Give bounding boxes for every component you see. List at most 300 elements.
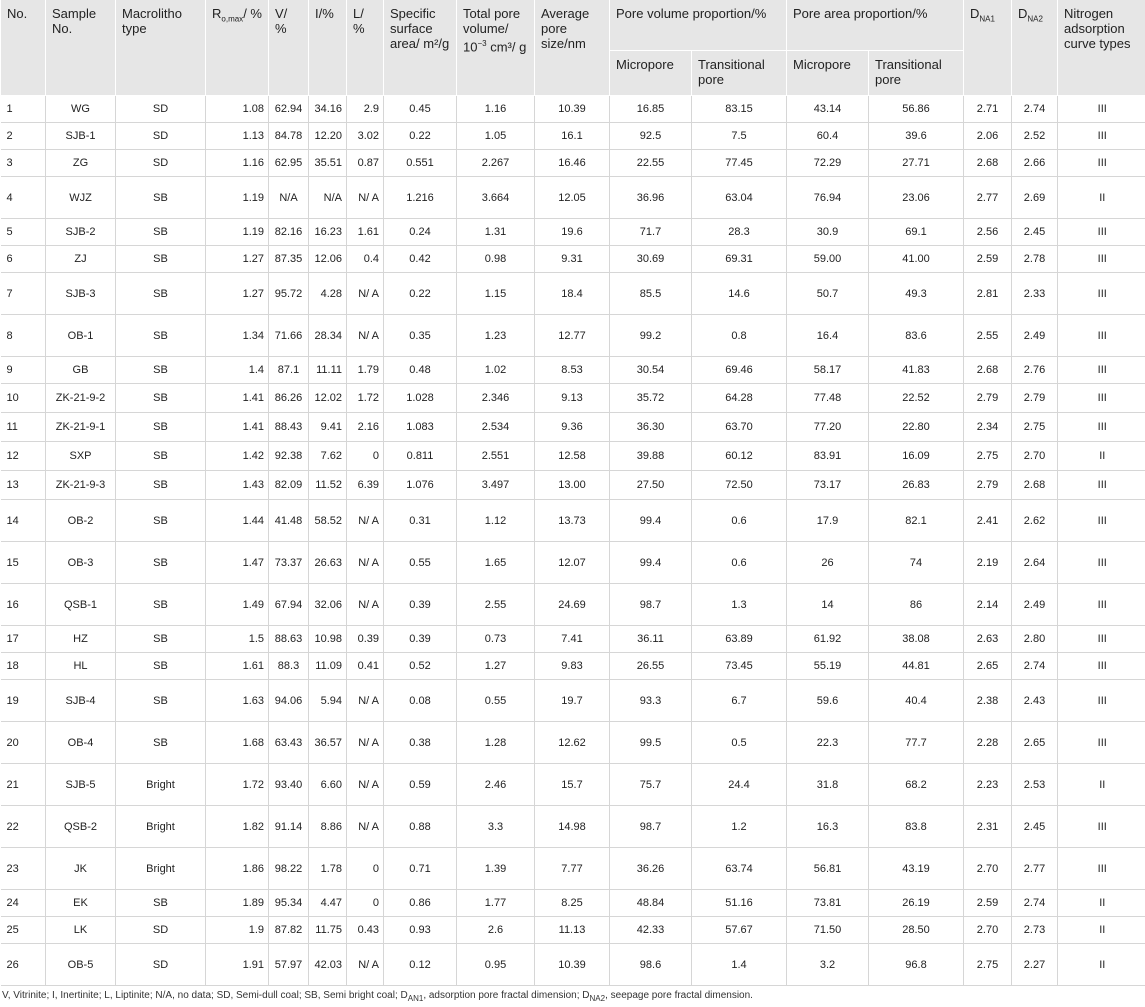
cell-specific-surface-area: 0.42	[384, 246, 457, 273]
cell-ro-max: 1.68	[206, 722, 269, 764]
cell-inertinite: 26.63	[309, 542, 347, 584]
cell-specific-surface-area: 0.811	[384, 442, 457, 471]
cell-pa-micropore: 16.3	[787, 806, 869, 848]
cell-ro-max: 1.19	[206, 219, 269, 246]
cell-specific-surface-area: 0.31	[384, 500, 457, 542]
cell-curve-type: III	[1058, 357, 1145, 384]
cell-dna2: 2.49	[1012, 584, 1058, 626]
cell-specific-surface-area: 0.55	[384, 542, 457, 584]
cell-inertinite: 28.34	[309, 315, 347, 357]
cell-total-pore-volume: 2.551	[457, 442, 535, 471]
cell-no: 5	[1, 219, 46, 246]
cell-curve-type: III	[1058, 848, 1145, 890]
cell-pa-micropore: 3.2	[787, 944, 869, 986]
table-row	[1, 219, 1145, 246]
cell-average-pore-size: 8.53	[535, 357, 610, 384]
cell-dna1: 2.68	[964, 357, 1012, 384]
cell-average-pore-size: 8.25	[535, 890, 610, 917]
cell-average-pore-size: 19.6	[535, 219, 610, 246]
cell-pa-transitional: 74	[869, 542, 964, 584]
cell-average-pore-size: 24.69	[535, 584, 610, 626]
cell-specific-surface-area: 0.93	[384, 917, 457, 944]
cell-dna1: 2.28	[964, 722, 1012, 764]
cell-pv-transitional: 14.6	[692, 273, 787, 315]
cell-no: 3	[1, 150, 46, 177]
cell-no: 9	[1, 357, 46, 384]
cell-pa-transitional: 26.83	[869, 471, 964, 500]
cell-no: 7	[1, 273, 46, 315]
table-row	[1, 177, 1145, 219]
cell-ro-max: 1.49	[206, 584, 269, 626]
header-inertinite: I/%	[309, 0, 347, 96]
cell-inertinite: 4.28	[309, 273, 347, 315]
table-row	[1, 542, 1145, 584]
cell-sample-no: SXP	[46, 442, 116, 471]
table-row	[1, 944, 1145, 986]
cell-pa-transitional: 22.80	[869, 413, 964, 442]
cell-specific-surface-area: 0.86	[384, 890, 457, 917]
cell-pa-transitional: 77.7	[869, 722, 964, 764]
header-liptinite: L/ %	[347, 0, 384, 96]
cell-specific-surface-area: 0.08	[384, 680, 457, 722]
cell-pv-micropore: 98.7	[610, 806, 692, 848]
header-total-pore-volume: Total pore volume/ $10^{-3}$ cm³/ g	[457, 0, 535, 96]
cell-vitrinite: 88.3	[269, 653, 309, 680]
cell-dna1: 2.14	[964, 584, 1012, 626]
cell-pa-micropore: 43.14	[787, 96, 869, 123]
header-pa-transitional: Transitional pore	[869, 51, 964, 96]
cell-vitrinite: 82.16	[269, 219, 309, 246]
cell-pa-micropore: 26	[787, 542, 869, 584]
cell-pv-transitional: 0.6	[692, 542, 787, 584]
cell-ro-max: 1.9	[206, 917, 269, 944]
cell-curve-type: III	[1058, 626, 1145, 653]
cell-liptinite: N/ A	[347, 680, 384, 722]
cell-sample-no: SJB-1	[46, 123, 116, 150]
cell-macrolitho-type: SB	[116, 315, 206, 357]
cell-pa-transitional: 68.2	[869, 764, 964, 806]
cell-pa-micropore: 22.3	[787, 722, 869, 764]
cell-no: 16	[1, 584, 46, 626]
cell-specific-surface-area: 0.24	[384, 219, 457, 246]
cell-vitrinite: 67.94	[269, 584, 309, 626]
cell-liptinite: N/ A	[347, 764, 384, 806]
cell-no: 18	[1, 653, 46, 680]
cell-average-pore-size: 11.13	[535, 917, 610, 944]
cell-pv-transitional: 63.04	[692, 177, 787, 219]
cell-vitrinite: 87.82	[269, 917, 309, 944]
table-body	[1, 96, 1145, 986]
cell-pv-transitional: 63.89	[692, 626, 787, 653]
cell-pv-transitional: 73.45	[692, 653, 787, 680]
cell-vitrinite: 63.43	[269, 722, 309, 764]
cell-no: 22	[1, 806, 46, 848]
cell-sample-no: OB-2	[46, 500, 116, 542]
cell-pa-transitional: 83.6	[869, 315, 964, 357]
cell-pv-transitional: 1.3	[692, 584, 787, 626]
cell-pv-micropore: 48.84	[610, 890, 692, 917]
cell-average-pore-size: 7.41	[535, 626, 610, 653]
cell-pa-micropore: 50.7	[787, 273, 869, 315]
cell-pa-micropore: 17.9	[787, 500, 869, 542]
cell-sample-no: SJB-4	[46, 680, 116, 722]
cell-pv-micropore: 92.5	[610, 123, 692, 150]
cell-dna1: 2.06	[964, 123, 1012, 150]
cell-ro-max: 1.41	[206, 384, 269, 413]
cell-specific-surface-area: 0.12	[384, 944, 457, 986]
table-row	[1, 722, 1145, 764]
cell-inertinite: 58.52	[309, 500, 347, 542]
table-row	[1, 413, 1145, 442]
cell-curve-type: II	[1058, 177, 1145, 219]
cell-average-pore-size: 12.58	[535, 442, 610, 471]
table-row	[1, 315, 1145, 357]
cell-specific-surface-area: 1.076	[384, 471, 457, 500]
cell-inertinite: 32.06	[309, 584, 347, 626]
cell-pv-transitional: 63.74	[692, 848, 787, 890]
cell-vitrinite: 94.06	[269, 680, 309, 722]
cell-liptinite: 2.9	[347, 96, 384, 123]
cell-average-pore-size: 10.39	[535, 96, 610, 123]
table-row	[1, 442, 1145, 471]
cell-vitrinite: 95.34	[269, 890, 309, 917]
cell-total-pore-volume: 1.02	[457, 357, 535, 384]
cell-average-pore-size: 12.07	[535, 542, 610, 584]
cell-dna2: 2.66	[1012, 150, 1058, 177]
cell-pv-micropore: 71.7	[610, 219, 692, 246]
cell-liptinite: 0.4	[347, 246, 384, 273]
cell-total-pore-volume: 1.12	[457, 500, 535, 542]
cell-no: 26	[1, 944, 46, 986]
cell-inertinite: N/A	[309, 177, 347, 219]
header-pore-area-proportion: Pore area proportion/%	[787, 0, 964, 51]
cell-macrolitho-type: SD	[116, 123, 206, 150]
cell-total-pore-volume: 2.267	[457, 150, 535, 177]
cell-sample-no: SJB-3	[46, 273, 116, 315]
cell-sample-no: OB-5	[46, 944, 116, 986]
cell-sample-no: ZK-21-9-1	[46, 413, 116, 442]
cell-ro-max: 1.42	[206, 442, 269, 471]
cell-inertinite: 6.60	[309, 764, 347, 806]
cell-macrolitho-type: SB	[116, 890, 206, 917]
cell-pa-transitional: 28.50	[869, 917, 964, 944]
cell-liptinite: 2.16	[347, 413, 384, 442]
cell-sample-no: JK	[46, 848, 116, 890]
cell-dna2: 2.76	[1012, 357, 1058, 384]
cell-total-pore-volume: 2.6	[457, 917, 535, 944]
cell-pv-transitional: 77.45	[692, 150, 787, 177]
cell-total-pore-volume: 1.23	[457, 315, 535, 357]
cell-average-pore-size: 10.39	[535, 944, 610, 986]
cell-pv-micropore: 16.85	[610, 96, 692, 123]
table-row	[1, 653, 1145, 680]
cell-pv-micropore: 93.3	[610, 680, 692, 722]
cell-inertinite: 12.20	[309, 123, 347, 150]
table-row	[1, 246, 1145, 273]
cell-average-pore-size: 16.1	[535, 123, 610, 150]
cell-sample-no: HL	[46, 653, 116, 680]
cell-total-pore-volume: 2.46	[457, 764, 535, 806]
cell-pv-transitional: 1.2	[692, 806, 787, 848]
cell-vitrinite: 73.37	[269, 542, 309, 584]
cell-liptinite: 6.39	[347, 471, 384, 500]
header-vitrinite: V/ %	[269, 0, 309, 96]
cell-pv-micropore: 30.69	[610, 246, 692, 273]
cell-total-pore-volume: 1.05	[457, 123, 535, 150]
cell-inertinite: 36.57	[309, 722, 347, 764]
cell-dna1: 2.56	[964, 219, 1012, 246]
cell-pa-micropore: 56.81	[787, 848, 869, 890]
cell-pv-transitional: 57.67	[692, 917, 787, 944]
cell-total-pore-volume: 1.28	[457, 722, 535, 764]
cell-total-pore-volume: 3.497	[457, 471, 535, 500]
table-row	[1, 764, 1145, 806]
cell-vitrinite: 95.72	[269, 273, 309, 315]
cell-curve-type: III	[1058, 542, 1145, 584]
cell-macrolitho-type: SB	[116, 442, 206, 471]
cell-pv-micropore: 98.7	[610, 584, 692, 626]
cell-pv-micropore: 98.6	[610, 944, 692, 986]
cell-liptinite: 1.72	[347, 384, 384, 413]
cell-ro-max: 1.5	[206, 626, 269, 653]
cell-pv-transitional: 0.8	[692, 315, 787, 357]
cell-pa-transitional: 44.81	[869, 653, 964, 680]
cell-pa-transitional: 49.3	[869, 273, 964, 315]
cell-vitrinite: 87.35	[269, 246, 309, 273]
cell-pa-micropore: 55.19	[787, 653, 869, 680]
cell-ro-max: 1.27	[206, 273, 269, 315]
cell-total-pore-volume: 1.65	[457, 542, 535, 584]
cell-pv-micropore: 26.55	[610, 653, 692, 680]
cell-curve-type: III	[1058, 96, 1145, 123]
cell-total-pore-volume: 3.3	[457, 806, 535, 848]
cell-sample-no: SJB-2	[46, 219, 116, 246]
cell-ro-max: 1.16	[206, 150, 269, 177]
table-header	[1, 0, 1145, 96]
cell-dna1: 2.59	[964, 246, 1012, 273]
cell-specific-surface-area: 0.38	[384, 722, 457, 764]
cell-liptinite: 1.61	[347, 219, 384, 246]
cell-pa-micropore: 61.92	[787, 626, 869, 653]
cell-average-pore-size: 9.31	[535, 246, 610, 273]
cell-macrolitho-type: SB	[116, 219, 206, 246]
cell-sample-no: QSB-2	[46, 806, 116, 848]
cell-total-pore-volume: 0.55	[457, 680, 535, 722]
cell-pv-micropore: 39.88	[610, 442, 692, 471]
cell-liptinite: N/ A	[347, 273, 384, 315]
cell-pv-micropore: 99.5	[610, 722, 692, 764]
cell-inertinite: 35.51	[309, 150, 347, 177]
cell-vitrinite: 92.38	[269, 442, 309, 471]
cell-pv-transitional: 69.31	[692, 246, 787, 273]
cell-dna1: 2.68	[964, 150, 1012, 177]
header-curve-types: Nitrogen adsorption curve types	[1058, 0, 1145, 96]
table-row	[1, 584, 1145, 626]
cell-macrolitho-type: SB	[116, 177, 206, 219]
cell-ro-max: 1.4	[206, 357, 269, 384]
cell-pa-transitional: 86	[869, 584, 964, 626]
cell-average-pore-size: 12.05	[535, 177, 610, 219]
cell-vitrinite: 91.14	[269, 806, 309, 848]
cell-macrolitho-type: SB	[116, 273, 206, 315]
cell-pa-transitional: 39.6	[869, 123, 964, 150]
cell-pv-micropore: 99.4	[610, 542, 692, 584]
cell-total-pore-volume: 0.95	[457, 944, 535, 986]
cell-vitrinite: 88.63	[269, 626, 309, 653]
cell-liptinite: N/ A	[347, 177, 384, 219]
cell-macrolitho-type: Bright	[116, 806, 206, 848]
cell-dna1: 2.79	[964, 384, 1012, 413]
cell-inertinite: 11.09	[309, 653, 347, 680]
cell-sample-no: WG	[46, 96, 116, 123]
cell-no: 12	[1, 442, 46, 471]
cell-inertinite: 5.94	[309, 680, 347, 722]
cell-liptinite: 3.02	[347, 123, 384, 150]
cell-dna2: 2.49	[1012, 315, 1058, 357]
cell-total-pore-volume: 0.73	[457, 626, 535, 653]
table-row	[1, 626, 1145, 653]
cell-pv-transitional: 24.4	[692, 764, 787, 806]
cell-pa-micropore: 77.48	[787, 384, 869, 413]
cell-specific-surface-area: 0.48	[384, 357, 457, 384]
cell-no: 8	[1, 315, 46, 357]
cell-pa-micropore: 76.94	[787, 177, 869, 219]
cell-inertinite: 7.62	[309, 442, 347, 471]
header-pa-micropore: Micropore	[787, 51, 869, 96]
cell-liptinite: 0.87	[347, 150, 384, 177]
cell-specific-surface-area: 1.216	[384, 177, 457, 219]
cell-no: 17	[1, 626, 46, 653]
cell-dna1: 2.70	[964, 848, 1012, 890]
cell-vitrinite: 57.97	[269, 944, 309, 986]
cell-pv-micropore: 35.72	[610, 384, 692, 413]
cell-no: 11	[1, 413, 46, 442]
cell-curve-type: II	[1058, 917, 1145, 944]
cell-ro-max: 1.63	[206, 680, 269, 722]
cell-pv-transitional: 6.7	[692, 680, 787, 722]
cell-pv-micropore: 36.11	[610, 626, 692, 653]
cell-pa-transitional: 96.8	[869, 944, 964, 986]
cell-average-pore-size: 12.77	[535, 315, 610, 357]
cell-dna1: 2.70	[964, 917, 1012, 944]
cell-curve-type: III	[1058, 722, 1145, 764]
cell-specific-surface-area: 0.551	[384, 150, 457, 177]
cell-pv-micropore: 30.54	[610, 357, 692, 384]
cell-macrolitho-type: SB	[116, 413, 206, 442]
cell-liptinite: N/ A	[347, 806, 384, 848]
cell-vitrinite: N/A	[269, 177, 309, 219]
cell-dna1: 2.34	[964, 413, 1012, 442]
cell-pa-transitional: 56.86	[869, 96, 964, 123]
table-row	[1, 384, 1145, 413]
cell-pa-micropore: 30.9	[787, 219, 869, 246]
cell-inertinite: 42.03	[309, 944, 347, 986]
cell-dna1: 2.41	[964, 500, 1012, 542]
cell-no: 21	[1, 764, 46, 806]
cell-macrolitho-type: SB	[116, 680, 206, 722]
cell-ro-max: 1.86	[206, 848, 269, 890]
cell-average-pore-size: 19.7	[535, 680, 610, 722]
cell-curve-type: III	[1058, 123, 1145, 150]
cell-curve-type: III	[1058, 150, 1145, 177]
cell-no: 13	[1, 471, 46, 500]
cell-pa-transitional: 38.08	[869, 626, 964, 653]
cell-inertinite: 11.75	[309, 917, 347, 944]
cell-pv-micropore: 99.2	[610, 315, 692, 357]
cell-pv-transitional: 83.15	[692, 96, 787, 123]
cell-dna2: 2.70	[1012, 442, 1058, 471]
cell-pv-micropore: 27.50	[610, 471, 692, 500]
cell-curve-type: III	[1058, 384, 1145, 413]
cell-vitrinite: 87.1	[269, 357, 309, 384]
cell-total-pore-volume: 1.31	[457, 219, 535, 246]
cell-pv-transitional: 7.5	[692, 123, 787, 150]
cell-macrolitho-type: SB	[116, 626, 206, 653]
cell-liptinite: 0.39	[347, 626, 384, 653]
cell-pv-transitional: 60.12	[692, 442, 787, 471]
cell-sample-no: ZK-21-9-2	[46, 384, 116, 413]
cell-macrolitho-type: SD	[116, 917, 206, 944]
cell-pa-transitional: 27.71	[869, 150, 964, 177]
cell-vitrinite: 93.40	[269, 764, 309, 806]
cell-ro-max: 1.91	[206, 944, 269, 986]
cell-ro-max: 1.61	[206, 653, 269, 680]
header-dna2: $D_{NA2}$	[1012, 0, 1058, 96]
cell-ro-max: 1.41	[206, 413, 269, 442]
cell-macrolitho-type: SB	[116, 722, 206, 764]
cell-average-pore-size: 18.4	[535, 273, 610, 315]
cell-pv-transitional: 72.50	[692, 471, 787, 500]
cell-no: 10	[1, 384, 46, 413]
cell-pa-transitional: 23.06	[869, 177, 964, 219]
cell-pa-micropore: 72.29	[787, 150, 869, 177]
cell-vitrinite: 82.09	[269, 471, 309, 500]
cell-dna2: 2.74	[1012, 890, 1058, 917]
cell-specific-surface-area: 0.39	[384, 584, 457, 626]
cell-pv-micropore: 85.5	[610, 273, 692, 315]
cell-ro-max: 1.47	[206, 542, 269, 584]
cell-total-pore-volume: 2.346	[457, 384, 535, 413]
cell-pv-micropore: 22.55	[610, 150, 692, 177]
cell-average-pore-size: 13.00	[535, 471, 610, 500]
cell-pv-transitional: 51.16	[692, 890, 787, 917]
cell-inertinite: 34.16	[309, 96, 347, 123]
cell-curve-type: II	[1058, 442, 1145, 471]
cell-macrolitho-type: SD	[116, 150, 206, 177]
cell-curve-type: III	[1058, 806, 1145, 848]
cell-dna1: 2.38	[964, 680, 1012, 722]
cell-specific-surface-area: 0.35	[384, 315, 457, 357]
cell-inertinite: 4.47	[309, 890, 347, 917]
cell-inertinite: 11.11	[309, 357, 347, 384]
cell-no: 24	[1, 890, 46, 917]
cell-pv-micropore: 36.30	[610, 413, 692, 442]
cell-dna2: 2.75	[1012, 413, 1058, 442]
cell-liptinite: 0.43	[347, 917, 384, 944]
cell-curve-type: III	[1058, 584, 1145, 626]
cell-macrolitho-type: SD	[116, 96, 206, 123]
cell-dna1: 2.65	[964, 653, 1012, 680]
cell-vitrinite: 84.78	[269, 123, 309, 150]
cell-inertinite: 1.78	[309, 848, 347, 890]
cell-sample-no: GB	[46, 357, 116, 384]
table-row	[1, 123, 1145, 150]
cell-total-pore-volume: 3.664	[457, 177, 535, 219]
cell-dna1: 2.23	[964, 764, 1012, 806]
cell-liptinite: 0	[347, 890, 384, 917]
cell-vitrinite: 41.48	[269, 500, 309, 542]
cell-macrolitho-type: SB	[116, 584, 206, 626]
